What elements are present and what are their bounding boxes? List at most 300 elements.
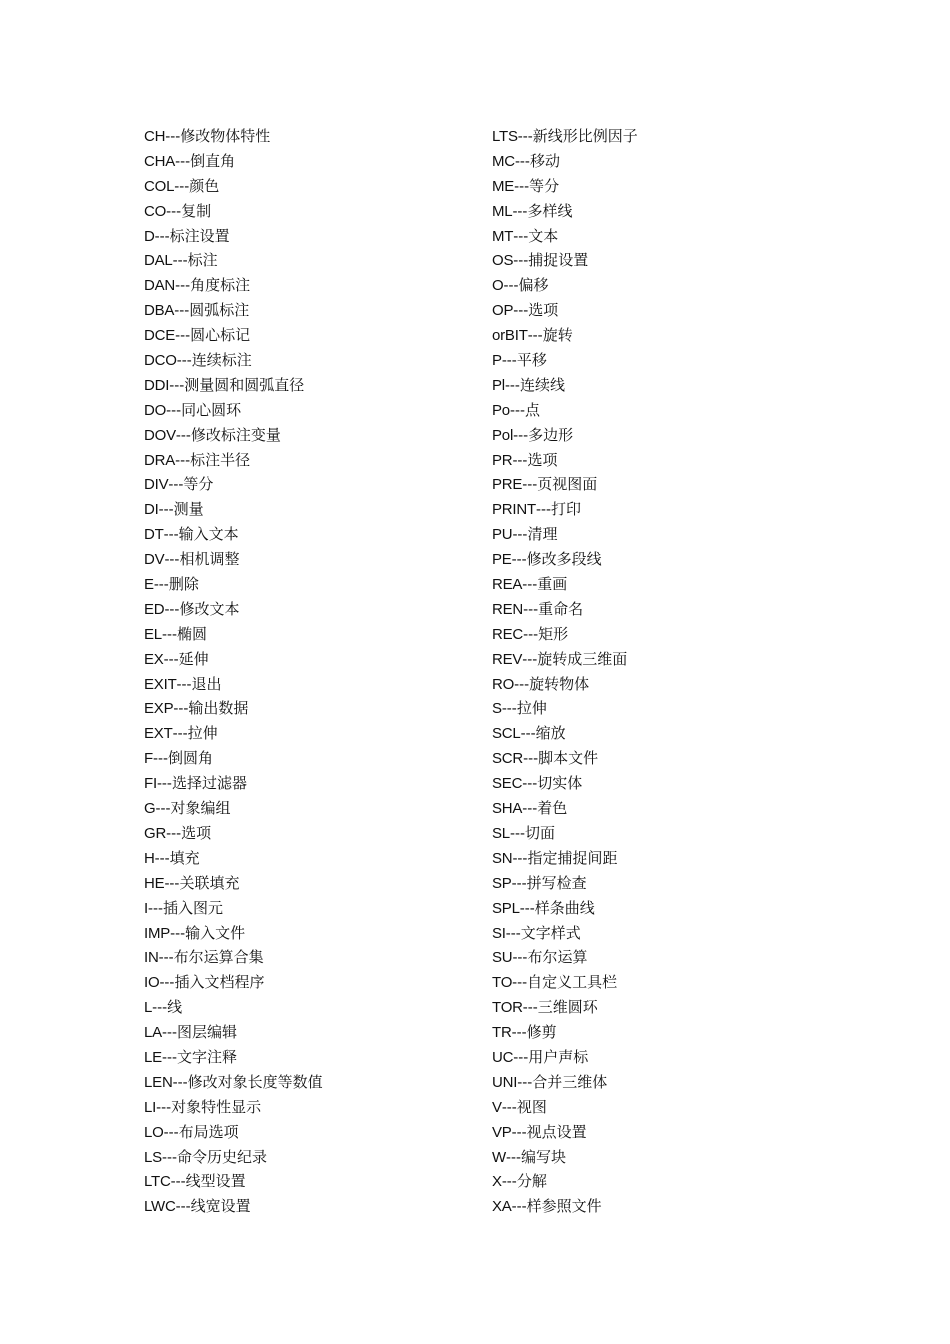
- command-entry: [144, 696, 474, 721]
- command-abbreviation: SP: [492, 874, 512, 892]
- command-entry: [492, 796, 822, 821]
- command-separator: ---: [175, 426, 191, 444]
- command-description: 样条曲线: [534, 898, 595, 917]
- command-separator: ---: [511, 1024, 527, 1042]
- command-separator: ---: [156, 775, 172, 793]
- command-description: 多边形: [528, 425, 574, 444]
- command-separator: ---: [173, 700, 189, 718]
- command-description: 布尔运算: [527, 948, 588, 967]
- command-description: 清理: [527, 525, 558, 544]
- command-separator: ---: [161, 1048, 177, 1066]
- command-separator: ---: [511, 1123, 527, 1141]
- command-entry: [144, 871, 474, 896]
- command-entry: [144, 472, 474, 497]
- command-abbreviation: LTS: [492, 128, 518, 145]
- command-separator: ---: [147, 899, 163, 917]
- command-abbreviation: SCR: [492, 750, 524, 768]
- command-abbreviation: Pol: [492, 426, 514, 444]
- command-entry: [492, 696, 822, 721]
- command-abbreviation: LWC: [144, 1198, 176, 1216]
- command-entry: [492, 846, 822, 871]
- command-abbreviation: PE: [492, 551, 512, 569]
- command-description: 标注半径: [190, 450, 251, 469]
- command-abbreviation: EL: [144, 625, 162, 643]
- command-description: 旋转成三维面: [537, 649, 628, 668]
- command-separator: ---: [514, 675, 530, 693]
- command-separator: ---: [172, 252, 188, 270]
- command-abbreviation: TO: [492, 974, 513, 992]
- command-description: 修改文本: [179, 599, 240, 618]
- command-separator: ---: [155, 800, 171, 818]
- command-entry: [492, 547, 822, 572]
- command-description: 连续标注: [191, 351, 252, 370]
- command-entry: [144, 248, 474, 273]
- command-description: 重画: [537, 575, 568, 594]
- command-abbreviation: PRE: [492, 476, 523, 494]
- command-separator: ---: [517, 1073, 533, 1091]
- command-description: 拉伸: [516, 699, 547, 718]
- command-abbreviation: G: [144, 800, 156, 818]
- command-abbreviation: Pl: [492, 376, 505, 394]
- command-abbreviation: CO: [144, 202, 167, 220]
- command-description: 文本: [528, 226, 559, 245]
- command-entry: [492, 124, 822, 149]
- command-entry: [144, 547, 474, 572]
- command-abbreviation: MT: [492, 227, 514, 245]
- command-separator: ---: [509, 401, 525, 419]
- command-description: 删除: [168, 575, 199, 594]
- command-description: 平移: [516, 351, 547, 370]
- command-abbreviation: DRA: [144, 451, 176, 469]
- command-description: 相机调整: [179, 550, 240, 569]
- command-description: 缩放: [535, 724, 566, 743]
- command-separator: ---: [501, 700, 517, 718]
- command-entry: [144, 497, 474, 522]
- command-entry: [144, 448, 474, 473]
- command-entry: [492, 199, 822, 224]
- command-abbreviation: LS: [144, 1148, 162, 1166]
- command-abbreviation: orBIT: [492, 327, 528, 345]
- command-entry: [492, 323, 822, 348]
- command-entry: [492, 945, 822, 970]
- command-abbreviation: S: [492, 700, 502, 718]
- command-abbreviation: SI: [492, 924, 506, 942]
- command-description: 修剪: [526, 1023, 557, 1042]
- command-description: 退出: [191, 674, 222, 693]
- command-abbreviation: IO: [144, 974, 160, 992]
- command-description: 选项: [527, 450, 558, 469]
- command-separator: ---: [174, 177, 190, 195]
- command-entry: [144, 522, 474, 547]
- command-entry: [144, 597, 474, 622]
- command-entry: [144, 124, 474, 149]
- command-entry: [492, 622, 822, 647]
- command-description: 点: [524, 400, 540, 419]
- command-entry: [144, 1145, 474, 1170]
- command-separator: ---: [522, 775, 538, 793]
- command-description: 倒直角: [190, 151, 236, 170]
- command-description: 输出数据: [188, 699, 249, 718]
- command-entry: [492, 721, 822, 746]
- command-description: 自定义工具栏: [527, 973, 618, 992]
- command-abbreviation: SEC: [492, 775, 523, 793]
- command-separator: ---: [513, 227, 529, 245]
- command-abbreviation: CH: [144, 128, 166, 145]
- command-entry: [492, 896, 822, 921]
- command-separator: ---: [523, 625, 539, 643]
- command-entry: [144, 672, 474, 697]
- command-separator: ---: [166, 202, 182, 220]
- command-description: 修改标注变量: [190, 425, 281, 444]
- command-abbreviation: PR: [492, 451, 513, 469]
- command-abbreviation: OP: [492, 302, 514, 320]
- command-separator: ---: [527, 327, 543, 345]
- command-separator: ---: [512, 974, 528, 992]
- command-abbreviation: PRINT: [492, 501, 537, 519]
- command-description: 页视图面: [537, 475, 598, 494]
- command-abbreviation: ED: [144, 600, 165, 618]
- command-separator: ---: [514, 152, 530, 170]
- command-list-left: [144, 124, 474, 1219]
- command-separator: ---: [176, 675, 192, 693]
- command-entry: [144, 423, 474, 448]
- command-entry: [144, 995, 474, 1020]
- command-description: 修改对象长度等数值: [187, 1072, 323, 1091]
- command-entry: [144, 821, 474, 846]
- command-entry: [144, 298, 474, 323]
- command-description: 输入文件: [185, 923, 246, 942]
- command-entry: [144, 647, 474, 672]
- command-description: 多样线: [527, 201, 573, 220]
- command-description: 对象编组: [170, 799, 231, 818]
- command-separator: ---: [509, 824, 525, 842]
- command-description: 插入图元: [162, 898, 223, 917]
- command-description: 对象特性显示: [171, 1097, 262, 1116]
- command-entry: [492, 995, 822, 1020]
- command-abbreviation: F: [144, 750, 153, 768]
- command-entry: [492, 273, 822, 298]
- command-description: 线: [167, 998, 183, 1017]
- command-description: 命令历史纪录: [176, 1147, 267, 1166]
- command-entry: [144, 771, 474, 796]
- command-abbreviation: OS: [492, 252, 514, 270]
- command-description: 标注: [187, 251, 218, 270]
- command-description: 文字注释: [176, 1047, 237, 1066]
- command-entry: [492, 921, 822, 946]
- command-entry: [492, 771, 822, 796]
- command-description: 选项: [528, 301, 559, 320]
- command-abbreviation: LA: [144, 1024, 162, 1042]
- command-separator: ---: [505, 924, 521, 942]
- command-entry: [492, 398, 822, 423]
- command-separator: ---: [522, 576, 538, 594]
- command-entry: [144, 921, 474, 946]
- command-separator: ---: [161, 625, 177, 643]
- command-abbreviation: ME: [492, 177, 515, 195]
- command-separator: ---: [164, 874, 180, 892]
- command-separator: ---: [159, 974, 175, 992]
- command-separator: ---: [165, 128, 181, 145]
- command-separator: ---: [511, 874, 527, 892]
- command-description: 旋转物体: [529, 674, 590, 693]
- command-abbreviation: DV: [144, 551, 165, 569]
- command-separator: ---: [503, 277, 519, 295]
- command-abbreviation: IMP: [144, 924, 171, 942]
- command-separator: ---: [169, 376, 185, 394]
- command-entry: [492, 821, 822, 846]
- command-entry: [144, 199, 474, 224]
- command-separator: ---: [166, 401, 182, 419]
- command-abbreviation: LO: [144, 1123, 164, 1141]
- command-abbreviation: IN: [144, 949, 159, 967]
- command-entry: [144, 945, 474, 970]
- command-description: 复制: [181, 201, 212, 220]
- command-entry: [492, 871, 822, 896]
- command-separator: ---: [175, 277, 191, 295]
- command-abbreviation: O: [492, 277, 504, 295]
- command-abbreviation: SCL: [492, 725, 521, 743]
- command-entry: [492, 597, 822, 622]
- command-separator: ---: [158, 949, 174, 967]
- command-abbreviation: FI: [144, 775, 157, 793]
- command-description: 重命名: [538, 599, 584, 618]
- command-abbreviation: SHA: [492, 800, 523, 818]
- command-entry: [144, 323, 474, 348]
- command-separator: ---: [172, 1073, 188, 1091]
- command-entry: [492, 448, 822, 473]
- command-entry: [144, 1020, 474, 1045]
- command-entry: [144, 273, 474, 298]
- command-description: 圆弧标注: [189, 301, 250, 320]
- command-entry: [144, 1120, 474, 1145]
- command-separator: ---: [163, 650, 179, 668]
- command-description: 视图: [516, 1097, 547, 1116]
- command-separator: ---: [514, 177, 530, 195]
- command-separator: ---: [504, 376, 520, 394]
- command-entry: [492, 1120, 822, 1145]
- command-description: 线宽设置: [190, 1197, 251, 1216]
- command-separator: ---: [156, 1098, 172, 1116]
- command-separator: ---: [519, 899, 535, 917]
- command-description: 修改物体特性: [180, 127, 271, 145]
- command-description: 新线形比例因子: [532, 127, 638, 145]
- command-separator: ---: [523, 600, 539, 618]
- command-entry: [492, 1145, 822, 1170]
- command-description: 同心圆环: [181, 400, 242, 419]
- command-description: 用户声标: [528, 1047, 589, 1066]
- command-abbreviation: GR: [144, 824, 167, 842]
- command-abbreviation: REA: [492, 576, 523, 594]
- command-description: 选择过滤器: [171, 774, 247, 793]
- command-description: 关联填充: [179, 873, 240, 892]
- command-abbreviation: PU: [492, 526, 513, 544]
- command-separator: ---: [536, 501, 552, 519]
- command-abbreviation: EXP: [144, 700, 174, 718]
- command-abbreviation: UNI: [492, 1073, 518, 1091]
- command-separator: ---: [174, 302, 190, 320]
- command-separator: ---: [513, 302, 529, 320]
- command-entry: [492, 1070, 822, 1095]
- command-description: 偏移: [518, 276, 549, 295]
- command-entry: [144, 1095, 474, 1120]
- command-separator: ---: [175, 152, 191, 170]
- command-separator: ---: [522, 650, 538, 668]
- command-entry: [492, 1020, 822, 1045]
- command-separator: ---: [522, 800, 538, 818]
- command-separator: ---: [154, 227, 170, 245]
- command-abbreviation: LE: [144, 1048, 162, 1066]
- command-description: 倒圆角: [167, 749, 213, 768]
- command-separator: ---: [513, 1048, 529, 1066]
- command-description: 切实体: [537, 774, 583, 793]
- command-abbreviation: SL: [492, 824, 510, 842]
- command-separator: ---: [175, 1198, 191, 1216]
- command-description: 编写块: [520, 1147, 566, 1166]
- command-separator: ---: [164, 600, 180, 618]
- command-abbreviation: REC: [492, 625, 524, 643]
- command-separator: ---: [513, 252, 529, 270]
- command-abbreviation: DI: [144, 501, 159, 519]
- command-abbreviation: X: [492, 1173, 502, 1191]
- command-abbreviation: LEN: [144, 1073, 173, 1091]
- command-description: 角度标注: [190, 276, 251, 295]
- command-abbreviation: DAN: [144, 277, 176, 295]
- command-separator: ---: [163, 526, 179, 544]
- command-abbreviation: EXT: [144, 725, 173, 743]
- command-abbreviation: UC: [492, 1048, 514, 1066]
- command-abbreviation: TR: [492, 1024, 512, 1042]
- command-entry: [492, 746, 822, 771]
- command-entry: [144, 846, 474, 871]
- command-separator: ---: [513, 426, 529, 444]
- command-entry: [492, 298, 822, 323]
- command-entry: [492, 970, 822, 995]
- command-entry: [492, 224, 822, 249]
- command-abbreviation: DAL: [144, 252, 173, 270]
- command-abbreviation: MC: [492, 152, 515, 170]
- command-abbreviation: DT: [144, 526, 164, 544]
- command-abbreviation: XA: [492, 1198, 512, 1216]
- command-description: 文字样式: [520, 923, 581, 942]
- command-entry: [492, 647, 822, 672]
- command-description: 布局选项: [178, 1122, 239, 1141]
- command-abbreviation: DCO: [144, 352, 177, 370]
- command-entry: [492, 373, 822, 398]
- command-description: 布尔运算合集: [173, 948, 264, 967]
- command-separator: ---: [512, 526, 528, 544]
- command-description: 着色: [537, 799, 568, 818]
- command-separator: ---: [176, 352, 192, 370]
- command-separator: ---: [168, 476, 184, 494]
- command-entry: [144, 622, 474, 647]
- command-abbreviation: L: [144, 999, 153, 1017]
- command-separator: ---: [517, 128, 533, 145]
- command-entry: [492, 472, 822, 497]
- command-entry: [144, 174, 474, 199]
- command-entry: [492, 348, 822, 373]
- command-entry: [492, 497, 822, 522]
- command-description: 测量: [173, 500, 204, 519]
- command-description: 图层编辑: [176, 1023, 237, 1042]
- command-separator: ---: [501, 1098, 517, 1116]
- command-description: 指定捕捉间距: [527, 848, 618, 867]
- command-abbreviation: RO: [492, 675, 515, 693]
- command-description: 打印: [551, 500, 582, 519]
- command-separator: ---: [501, 352, 517, 370]
- command-entry: [144, 1194, 474, 1219]
- command-description: 圆心标记: [190, 326, 251, 345]
- command-abbreviation: P: [492, 352, 502, 370]
- command-abbreviation: DCE: [144, 327, 176, 345]
- command-description: 三维圆环: [537, 998, 598, 1017]
- command-separator: ---: [166, 824, 182, 842]
- command-abbreviation: E: [144, 576, 154, 594]
- command-description: 标注设置: [169, 226, 230, 245]
- command-abbreviation: DBA: [144, 302, 175, 320]
- command-entry: [144, 796, 474, 821]
- command-entry: [492, 672, 822, 697]
- command-entry: [144, 398, 474, 423]
- command-separator: ---: [154, 849, 170, 867]
- command-entry: [144, 1070, 474, 1095]
- command-description: 连续线: [519, 375, 565, 394]
- command-description: 拉伸: [187, 724, 218, 743]
- command-entry: [492, 1095, 822, 1120]
- command-description: 矩形: [538, 624, 569, 643]
- command-description: 修改多段线: [526, 550, 602, 569]
- command-description: 脚本文件: [538, 749, 599, 768]
- command-separator: ---: [511, 1198, 527, 1216]
- command-separator: ---: [172, 725, 188, 743]
- command-abbreviation: DIV: [144, 476, 169, 494]
- command-description: 线型设置: [185, 1172, 246, 1191]
- command-separator: ---: [158, 501, 174, 519]
- command-separator: ---: [512, 202, 528, 220]
- command-description: 切面: [524, 823, 555, 842]
- command-description: 拼写检查: [526, 873, 587, 892]
- command-abbreviation: H: [144, 849, 155, 867]
- command-entry: [492, 174, 822, 199]
- command-entry: [492, 522, 822, 547]
- command-entry: [144, 572, 474, 597]
- command-description: 选项: [181, 823, 212, 842]
- command-entry: [492, 1194, 822, 1219]
- command-abbreviation: COL: [144, 177, 175, 195]
- command-description: 样参照文件: [526, 1197, 602, 1216]
- command-description: 等分: [529, 176, 560, 195]
- command-abbreviation: SN: [492, 849, 513, 867]
- command-entry: [144, 149, 474, 174]
- command-abbreviation: TOR: [492, 999, 523, 1017]
- command-abbreviation: ML: [492, 202, 513, 220]
- command-abbreviation: SPL: [492, 899, 520, 917]
- command-entry: [144, 746, 474, 771]
- command-separator: ---: [175, 451, 191, 469]
- command-separator: ---: [520, 725, 536, 743]
- command-separator: ---: [512, 451, 528, 469]
- command-entry: [492, 1045, 822, 1070]
- command-abbreviation: I: [144, 899, 148, 917]
- command-separator: ---: [161, 1024, 177, 1042]
- command-separator: ---: [164, 551, 180, 569]
- command-entry: [492, 423, 822, 448]
- command-description: 输入文本: [178, 525, 239, 544]
- command-description: 插入文档程序: [174, 973, 265, 992]
- command-description: 合并三维体: [532, 1072, 608, 1091]
- command-entry: [144, 970, 474, 995]
- command-separator: ---: [505, 1148, 521, 1166]
- command-abbreviation: EXIT: [144, 675, 177, 693]
